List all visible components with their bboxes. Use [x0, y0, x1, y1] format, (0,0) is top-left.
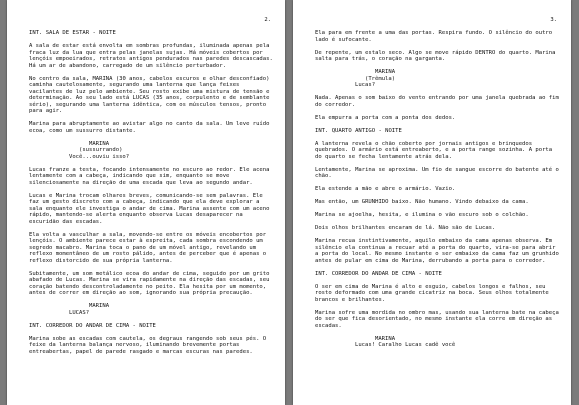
- scene-heading: INT. SALA DE ESTAR - NOITE: [29, 30, 116, 36]
- scene-heading: INT. CORREDOR DO ANDAR DE CIMA - NOITE: [315, 270, 442, 277]
- action-paragraph: Ela volta a vasculhar a sala, movendo-se entre os móveis encobertos por lençóis. O ambiente parece estar à espreita, cada sombra escondendo um segredo macabro. Marina toca o pano de um móvel antigo, revelando um reflexo momentâneo de um rosto pálido, antes de perceber que é apenas o reflexo distorcido de sua própria lanterna.: [29, 231, 267, 264]
- script-page-3: [293, 0, 571, 405]
- action-paragraph: Ela para em frente a uma das portas. Respira fundo. O silêncio do outro lado é sufocante.: [315, 30, 553, 43]
- action-paragraph: Nada. Apenas o som baixo do vento entrando por uma janela quebrada ao fim do corredor.: [315, 95, 559, 108]
- character-name: MARINA: [375, 335, 396, 342]
- action-paragraph: Dois olhos brilhantes encaram de lá. Não são de Lucas.: [315, 225, 496, 231]
- action-paragraph: Marina para abruptamente ao avistar algo no canto da sala. Um leve ruído ecoa, como um sussurro distante.: [29, 121, 270, 134]
- dialogue-line: Você...ouviu isso?: [69, 153, 130, 160]
- action-paragraph: A lanterna revela o chão coberto por jornais antigos e brinquedos quebrados. O armário está entreaberto, e a porta range sozinha. A porta do quarto se fecha lentamente atrás dela.: [315, 140, 553, 160]
- action-paragraph: Marina se ajoelha, hesita, e ilumina o vão escuro sob o colchão.: [315, 212, 529, 218]
- action-paragraph: Marina sobe as escadas com cautela, os degraus rangendo sob seus pés. O feixe da lanterna balança nervoso, iluminando brevemente portas entreabertas, papel de parede rasgado e marcas escuras nas paredes.: [29, 335, 267, 355]
- action-paragraph: A sala de estar está envolta em sombras profundas, iluminada apenas pela fraca luz da lua que entra pelas janelas sujas. Há móveis cobertos por lençóis empoeirados, retratos antigos pendurados nas paredes descascadas. Há um ar de abandono, carregado de um silêncio perturbador.: [29, 43, 273, 69]
- character-name: MARINA: [375, 69, 396, 75]
- action-paragraph: Marina sofre uma mordida no ombro mas, usando sua lanterna bate na cabeça do ser que fica desorientado, no mesmo instante ela corre em direção as escadas.: [315, 309, 559, 329]
- action-paragraph: Ela empurra a porta com a ponta dos dedos.: [315, 114, 456, 121]
- dialogue-line: Lucas! Caralho Lucas cadê você: [355, 342, 456, 348]
- action-paragraph: Mas então, um GRUNHIDO baixo. Não humano. Vindo debaixo da cama.: [315, 199, 529, 205]
- page-number: 2.: [264, 17, 271, 23]
- action-paragraph: No centro da sala, MARINA (30 anos, cabelos escuros e olhar desconfiado) caminha cautelosamente, segurando uma lanterna que lança feixes vacilantes de luz pelo ambiente. Seu rosto exibe uma mistura de tensão e determinação. Ao seu lado está LUCAS (35 anos, corpulento e de semblante sério), segurando uma lanterna idêntica, com os músculos tensos, pronto para agir.: [29, 75, 270, 114]
- scene-heading: INT. QUARTO ANTIGO - NOITE: [315, 127, 402, 134]
- dialogue-line: LUCAS?: [69, 309, 90, 316]
- action-paragraph: O ser em cima de Marina é alto e esguio, cabelos longos e falhos, seu rosto deformado com uma grande cicatriz na boca. Seus olhos totalmente brancos e brilhantes.: [315, 283, 549, 303]
- parenthetical: (sussurrando): [79, 147, 123, 153]
- page-content: [315, 30, 559, 355]
- scene-heading: INT. CORREDOR DO ANDAR DE CIMA - NOITE: [29, 322, 156, 329]
- script-page-2: [7, 0, 285, 405]
- parenthetical: (Trêmula): [365, 75, 396, 82]
- character-name: MARINA: [89, 303, 110, 309]
- character-name: MARINA: [89, 140, 110, 147]
- action-paragraph: Marina recua instintivamente, aquilo embaixo da cama apenas observa. Em silêncio ela continua a recuar até a porta do quarto, vira-se para abrir a porta do local. No mesmo instante o ser embaixo da cama faz um grunhido antes de pular em cima de Marina, derrubando a porta para o corredor.: [315, 238, 559, 264]
- action-paragraph: Lucas franze a testa, focando intensamente no escuro ao redor. Ele acena lentamente com a cabeça, indicando que sim, enquanto se move silenciosamente na direção de uma escada que leva ao segundo andar.: [29, 166, 270, 186]
- page-number: 3.: [550, 17, 557, 23]
- action-paragraph: De repente, um estalo seco. Algo se move rápido DENTRO do quarto. Marina salta para trás, o coração na garganta.: [315, 49, 556, 62]
- action-paragraph: Ela estende a mão e abre o armário. Vazio.: [315, 186, 456, 192]
- page-content: [29, 30, 273, 362]
- action-paragraph: Subitamente, um som metálico ecoa do andar de cima, seguido por um grito abafado de Lucas. Marina se vira rapidamente na direção das escadas, seu coração batendo descontroladamente no peito. Ela hesita por um momento, antes de correr em direção ao som, ignorando sua própria precaução.: [29, 270, 270, 296]
- action-paragraph: Lentamente, Marina se aproxima. Um fio de sangue escorre do batente até o chão.: [315, 166, 559, 179]
- action-paragraph: Lucas e Marina trocam olhares breves, comunicando-se sem palavras. Ele faz um gesto discreto com a cabeça, indicando que ela deve explorar a sala enquanto ele investiga o andar de cima. Marina assente com um aceno rápido, mantendo-se alerta enquanto observa Lucas desaparecer na escuridão das escadas.: [29, 192, 270, 225]
- dialogue-line: Lucas?: [355, 82, 376, 88]
